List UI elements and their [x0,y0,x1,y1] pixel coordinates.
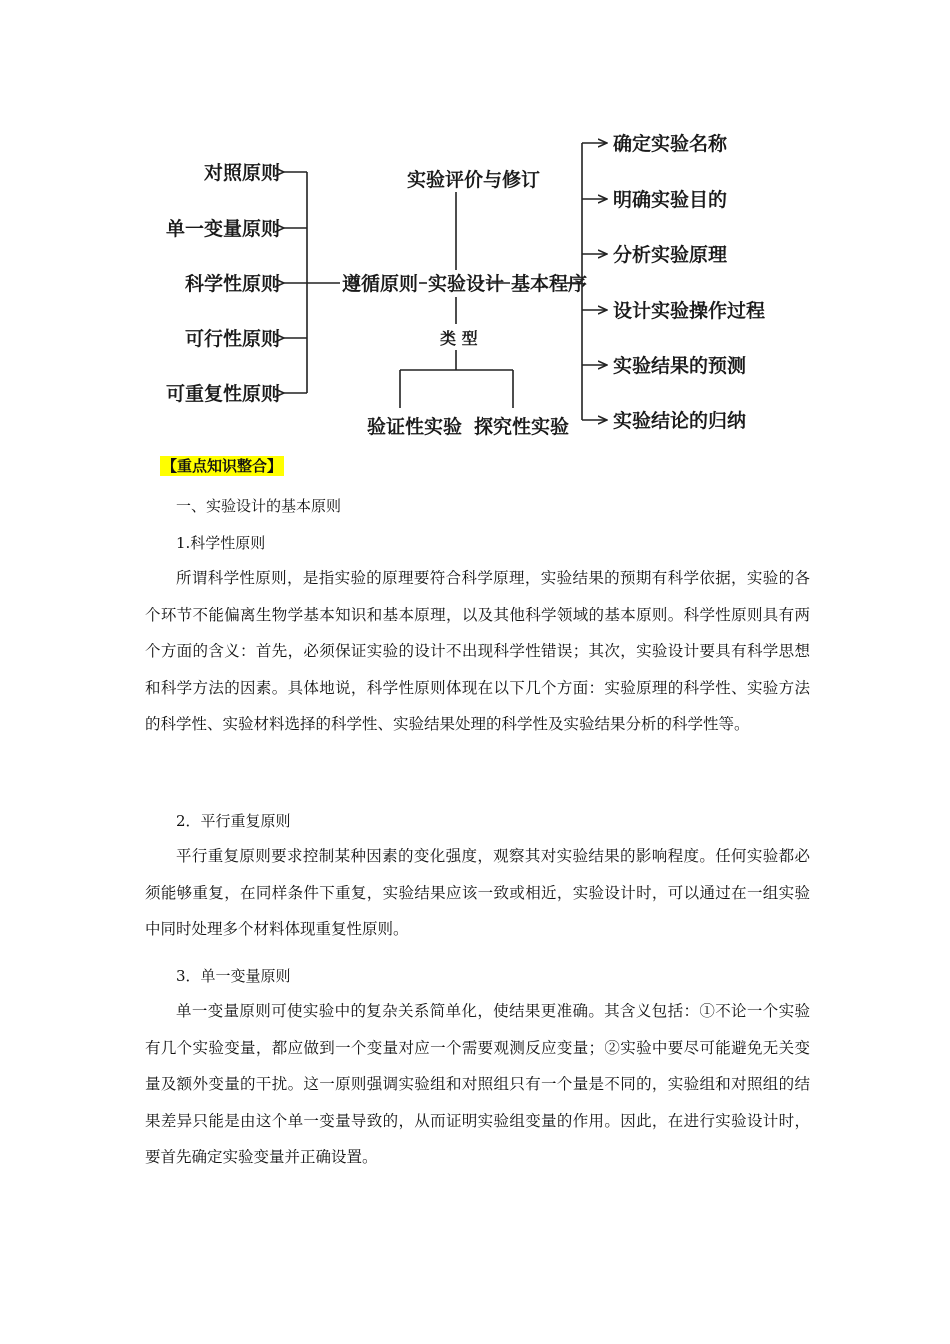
paragraph-scientific: 所谓科学性原则，是指实验的原理要符合科学原理，实验结果的预期有科学依据，实验的各个环节不能偏离生物学基本知识和基本原理，以及其他科学领域的基本原则。科学性原则具有两个方面的含义：首先，必须保证实验的设计不出现科学性错误；其次，实验设计要具有科学思想和科学方法的因素。具体地说，科学性原则体现在以下几个方面：实验原理的科学性、实验方法的科学性、实验材料选择的科学性、实验结果处理的科学性及实验结果分析的科学性等。 [145,569,810,733]
principle-feasible: 可行性原则 [184,328,280,350]
main-heading: 一、实验设计的基本原则 [176,497,342,515]
principle-single-variable: 单一变量原则 [165,218,280,240]
step-name: 确定实验名称 [613,133,728,155]
center-node: 实验设计 [428,273,505,295]
step-prediction: 实验结果的预测 [613,355,747,377]
heading-repeat: 2．平行重复原则 [176,812,291,830]
section-title: 【重点知识整合】 [162,457,283,475]
basic-procedure-label: 基本程序 [511,273,588,295]
principle-scientific: 科学性原则 [184,273,280,295]
principle-control: 对照原则 [203,162,280,184]
heading-single-variable: 3．单一变量原则 [176,967,291,985]
step-conclusion: 实验结论的归纳 [613,410,747,432]
evaluation-node: 实验评价与修订 [407,169,541,191]
principle-repeatable: 可重复性原则 [165,383,280,405]
paragraph-repeat: 平行重复原则要求控制某种因素的变化强度，观察其对实验结果的影响程度。任何实验都必须能够重复，在同样条件下重复，实验结果应该一致或相近，实验设计时，可以通过在一组实验中同时处理多个材料体现重复性原则。 [145,847,810,938]
heading-scientific: 1.科学性原则 [176,534,266,552]
step-procedure: 设计实验操作过程 [613,300,766,322]
experiment-design-diagram [0,0,950,450]
type-exploratory: 探究性实验 [474,416,570,438]
paragraph-single-variable: 单一变量原则可使实验中的复杂关系简单化，使结果更准确。其含义包括：①不论一个实验有几个实验变量，都应做到一个变量对应一个需要观测反应变量；②实验中要尽可能避免无关变量及额外变量的干扰。这一原则强调实验组和对照组只有一个量是不同的，实验组和对照组的结果差异只能是由这个单一变量导致的，从而证明实验组变量的作用。因此，在进行实验设计时，要首先确定实验变量并正确设置。 [145,1002,810,1166]
type-label: 类 型 [440,329,478,348]
follow-principles-label: 遵循原则 [342,273,419,295]
section-title-wrap [160,455,284,476]
step-purpose: 明确实验目的 [613,189,728,211]
type-verification: 验证性实验 [367,416,463,438]
step-principle: 分析实验原理 [613,244,728,266]
